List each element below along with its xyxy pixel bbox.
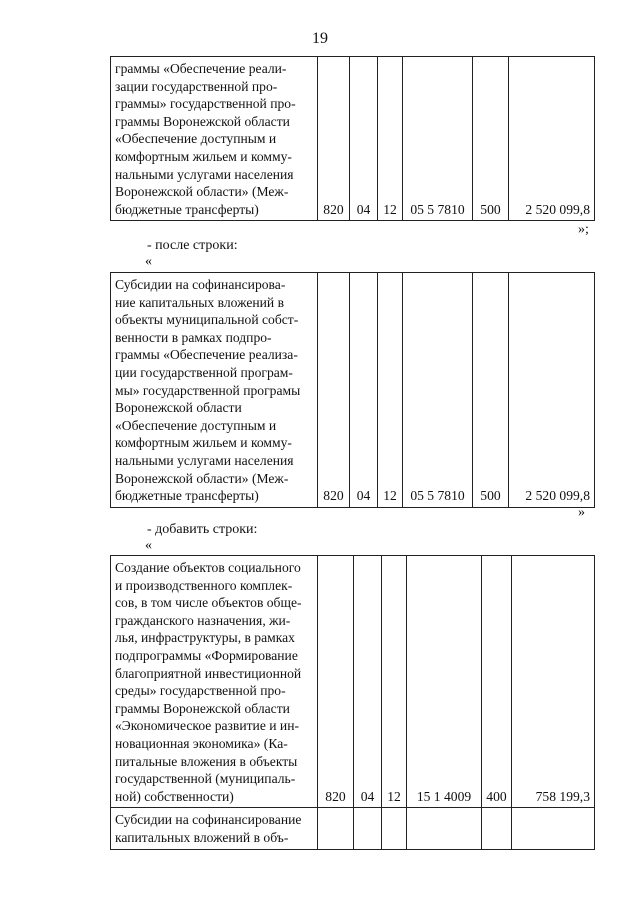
ministry-code: 820 — [318, 273, 350, 508]
section-code: 04 — [354, 556, 382, 808]
expense-type-code: 400 — [482, 556, 512, 808]
desc-line: граммы Воронежской области — [115, 700, 290, 716]
desc-line: венности в рамках подпро- — [115, 329, 272, 345]
closing-quote: »; — [578, 222, 589, 237]
closing-quote: » — [578, 505, 585, 520]
table-row — [111, 808, 595, 849]
desc-line: зации государственной про- — [115, 78, 278, 94]
desc-line: нальными услугами населения — [115, 452, 294, 468]
desc-line: Субсидии на софинансирова- — [115, 277, 286, 292]
opening-quote: « — [145, 538, 152, 553]
desc-line: Воронежской области» (Меж- — [115, 470, 289, 486]
desc-line: лья, инфраструктуры, в рамках — [115, 630, 295, 646]
section-code: 04 — [350, 57, 378, 221]
desc-line: бюджетные трансферты) — [115, 488, 259, 504]
desc-line: граммы Воронежской области — [115, 113, 290, 129]
table-row — [111, 273, 595, 508]
expense-type-code — [482, 808, 512, 849]
desc-line: мы» государственной програмы — [115, 382, 301, 398]
desc-line: граммы «Обеспечение реализа- — [115, 347, 298, 363]
instruction-text: - добавить строки: — [147, 522, 258, 537]
amount: 758 199,3 — [512, 556, 595, 808]
table-row — [111, 556, 595, 808]
desc-line: комфортным жильем и комму- — [115, 148, 292, 164]
desc-line: Субсидии на софинансирование — [115, 812, 302, 828]
desc-line: граммы» государственной про- — [115, 96, 296, 112]
row-description — [111, 57, 318, 221]
desc-line: комфортным жильем и комму- — [115, 435, 292, 451]
budget-table-3 — [110, 555, 595, 850]
desc-line: бюджетные трансферты) — [115, 201, 259, 217]
desc-line: граммы «Обеспечение реали- — [115, 61, 287, 76]
instruction-text: - после строки: — [147, 238, 238, 253]
desc-line: «Обеспечение доступным и — [115, 417, 277, 433]
target-code: 05 5 7810 — [403, 57, 473, 221]
budget-table-1 — [110, 56, 595, 221]
desc-line: и производственного комплек- — [115, 577, 293, 593]
opening-quote: « — [145, 254, 152, 269]
table-row — [111, 57, 595, 221]
section-code — [354, 808, 382, 849]
budget-table-2 — [110, 272, 595, 508]
desc-line: благоприятной инвестиционной — [115, 665, 302, 681]
desc-line: среды» государственной про- — [115, 683, 286, 699]
desc-line: ние капитальных вложений в — [115, 294, 284, 310]
expense-type-code: 500 — [473, 57, 509, 221]
ministry-code: 820 — [318, 57, 350, 221]
row-description — [111, 273, 318, 508]
desc-line: государственной (муниципаль- — [115, 771, 296, 787]
subsection-code: 12 — [382, 556, 407, 808]
ministry-code — [318, 808, 354, 849]
desc-line: гражданского назначения, жи- — [115, 612, 291, 628]
desc-line: ции государственной програм- — [115, 364, 293, 380]
ministry-code: 820 — [318, 556, 354, 808]
desc-line: ной) собственности) — [115, 788, 234, 804]
target-code: 05 5 7810 — [403, 273, 473, 508]
desc-line: Воронежской области» (Меж- — [115, 184, 289, 200]
amount — [512, 808, 595, 849]
subsection-code — [382, 808, 407, 849]
subsection-code: 12 — [378, 273, 403, 508]
target-code: 15 1 4009 — [407, 556, 482, 808]
target-code — [407, 808, 482, 849]
desc-line: «Обеспечение доступным и — [115, 131, 277, 147]
subsection-code: 12 — [378, 57, 403, 221]
desc-line: Воронежской области — [115, 400, 242, 416]
amount: 2 520 099,8 — [509, 273, 595, 508]
section-code: 04 — [350, 273, 378, 508]
row-description — [111, 808, 318, 849]
row-description — [111, 556, 318, 808]
desc-line: «Экономическое развитие и ин- — [115, 718, 300, 734]
expense-type-code: 500 — [473, 273, 509, 508]
page-number: 19 — [312, 30, 328, 47]
desc-line: питальные вложения в объекты — [115, 753, 298, 769]
desc-line: капитальных вложений в объ- — [115, 829, 289, 845]
desc-line: объекты муниципальной собст- — [115, 312, 299, 328]
amount: 2 520 099,8 — [509, 57, 595, 221]
desc-line: нальными услугами населения — [115, 166, 294, 182]
desc-line: сов, в том числе объектов обще- — [115, 595, 302, 611]
desc-line: Создание объектов социального — [115, 560, 301, 575]
desc-line: подпрограммы «Формирование — [115, 647, 298, 663]
desc-line: новационная экономика» (Ка- — [115, 735, 288, 751]
